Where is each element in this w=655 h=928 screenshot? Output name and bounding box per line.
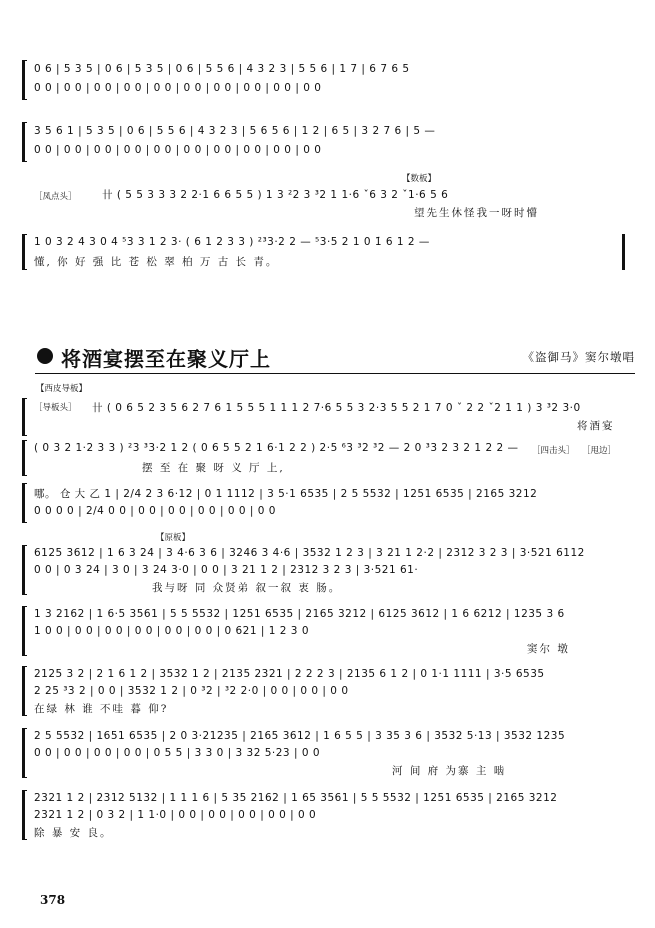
notation-row: 1 0 0 | 0 0 | 0 0 | 0 0 | 0 0 | 0 0 | 0 621 | 1 2 3 0 (34, 625, 309, 637)
section-subtitle: 《盗御马》窦尔墩唱 (522, 350, 635, 364)
lyrics-row: 窦尔 墩 (527, 643, 570, 655)
notation-row: 2321 1 2 | 2312 5132 | 1 1 1 6 | 5 35 2162 | 1 65 3561 | 5 5 5532 | 1251 6535 | 2165 3212 (34, 792, 558, 804)
notation-row: 卄 ( 5 5 3 3 3 2 2·1 6 6 5 5 ) 1 3 ²2 3 ³2 1 1·6 ˇ6 3 2 ˇ1·6 5 6 (102, 189, 449, 201)
system-brace (22, 398, 27, 436)
system-brace (22, 122, 27, 162)
title-rule (35, 373, 635, 374)
tag-yuan-ban: 【原板】 (156, 533, 191, 543)
system-brace (22, 234, 27, 270)
score-system (22, 398, 630, 436)
notation-row: 哪。 仓 大 乙 1 | 2/4 2 3 6·12 | 0 1 1112 | 3 5·1 6535 | 2 5 5532 | 1251 6535 | 2165 3212 (34, 488, 538, 500)
end-barline (622, 234, 625, 270)
tag-daoban-tou: ［导板头］ (34, 403, 77, 413)
lyrics-row: 我与呀 同 众贤弟 叙一叙 衷 肠。 (152, 582, 342, 594)
notation-row: 0 0 | 0 0 | 0 0 | 0 0 | 0 0 | 0 0 | 0 0 | 0 0 | 0 0 | 0 0 (34, 82, 322, 94)
notation-row: 2 5 5532 | 1651 6535 | 2 0 3·21235 | 2165 3612 | 1 6 5 5 | 3 35 3 6 | 3532 5·13 | 3532 1235 (34, 730, 566, 742)
tag-si-ji-tou: ［四击头］ (532, 446, 575, 456)
tag-shu-ban: 【数板】 (402, 174, 437, 184)
system-brace (22, 545, 27, 595)
section-title: 将酒宴摆至在聚义厅上 (61, 347, 271, 371)
score-system (22, 728, 630, 778)
notation-row: 0 0 | 0 0 | 0 0 | 0 0 | 0 5 5 | 3 3 0 | 3 32 5·23 | 0 0 (34, 747, 321, 759)
tag-shuai-bian: ［甩边］ (582, 446, 617, 456)
notation-row: 0 0 0 0 | 2/4 0 0 | 0 0 | 0 0 | 0 0 | 0 0 | 0 0 (34, 505, 276, 517)
notation-row: 6125 3612 | 1 6 3 24 | 3 4·6 3 6 | 3246 3 4·6 | 3532 1 2 3 | 3 21 1 2·2 | 2312 3 2 3 | 3·521 6112 (34, 547, 585, 559)
score-system (22, 174, 630, 220)
lyrics-row: 摆 至 在 聚 呀 义 厅 上, (142, 462, 285, 474)
score-system (22, 483, 630, 523)
system-brace (22, 728, 27, 778)
tag-xipi-daoban: 【西皮导板】 (36, 384, 88, 394)
lyrics-row: 在绿 林 谁 不哇 暮 仰? (34, 703, 169, 715)
system-brace (22, 666, 27, 716)
notation-row: 0 6 | 5 3 5 | 0 6 | 5 3 5 | 0 6 | 5 5 6 | 4 3 2 3 | 5 5 6 | 1 7 | 6 7 6 5 (34, 63, 410, 75)
notation-row: 3 5 6 1 | 5 3 5 | 0 6 | 5 5 6 | 4 3 2 3 | 5 6 5 6 | 1 2 | 6 5 | 3 2 7 6 | 5 — (34, 125, 436, 137)
notation-row: 1 0 3 2 4 3 0 4 ⁵3 3 1 2 3· ( 6 1 2 3 3 ) ²³3·2 2 — ⁵3·5 2 1 0 1̇ 6 1 2 — (34, 236, 430, 248)
page-number: 378 (40, 893, 66, 907)
notation-row: 2321 1 2 | 0 3 2 | 1 1·0 | 0 0 | 0 0 | 0 0 | 0 0 | 0 0 (34, 809, 317, 821)
lyrics-row: 将酒宴 (577, 420, 615, 432)
score-system (22, 234, 630, 270)
notation-row: 0 0 | 0 3 24 | 3 0 | 3 24 3·0 | 0 0 | 3 21 1 2 | 2312 3 2 3 | 3·521 61· (34, 564, 419, 576)
score-system (22, 545, 630, 595)
score-system (22, 440, 630, 476)
lyrics-row: 除 暴 安 良。 (34, 827, 113, 839)
system-brace (22, 60, 27, 100)
system-brace (22, 606, 27, 656)
score-system (22, 122, 630, 162)
system-brace (22, 790, 27, 840)
notation-row: 卄 ( 0 6 5 2 3 5 6 2 7 6 1 5 5 5 1 1 1 2 7·6 5 5 3 2·3 5 5 2 1 7 0 ˇ 2 2 ˇ2 1 1 ) 3 ³2 3·0 (92, 402, 581, 414)
score-system (22, 60, 630, 100)
system-brace (22, 483, 27, 523)
notation-row: ( 0 3 2 1·2 3 3 ) ²3 ³3·2 1 2 ( 0 6 5 5 2 1 6·1 2 2 ) 2·5 ⁶3 ³2 ³2 — 2 0 ³3 2 3 2 1 2 2 — (34, 442, 519, 454)
score-system (22, 666, 630, 716)
system-brace (22, 440, 27, 476)
notation-row: 1 3 2162 | 1 6·5 3561 | 5 5 5532 | 1251 6535 | 2165 3212 | 6125 3612 | 1 6 6212 | 1235 3 6 (34, 608, 565, 620)
lyrics-row: 懂, 你 好 强 比 苍 松 翠 柏 万 古 长 青。 (34, 256, 279, 268)
score-system (22, 790, 630, 840)
notation-row: 2125 3 2 | 2 1 6 1 2 | 3532 1 2 | 2135 2321 | 2 2 2 3 | 2135 6 1 2 | 0 1·1 1111 | 3·5 6535 (34, 668, 545, 680)
lyrics-row: 河 间 府 为寨 主 啮 (392, 765, 507, 777)
notation-row: 2 25 ³3 2 | 0 0 | 3532 1 2 | 0 ³2 | ³2 2·0 | 0 0 | 0 0 | 0 0 (34, 685, 349, 697)
tag-feng-dian-tou: ［凤点头］ (34, 192, 77, 202)
bullet-dot-icon (37, 348, 53, 364)
section-heading (35, 341, 635, 371)
lyrics-row: 望先生休怪我一呀时懵 (414, 207, 539, 219)
notation-row: 0 0 | 0 0 | 0 0 | 0 0 | 0 0 | 0 0 | 0 0 | 0 0 | 0 0 | 0 0 (34, 144, 322, 156)
score-system (22, 606, 630, 656)
